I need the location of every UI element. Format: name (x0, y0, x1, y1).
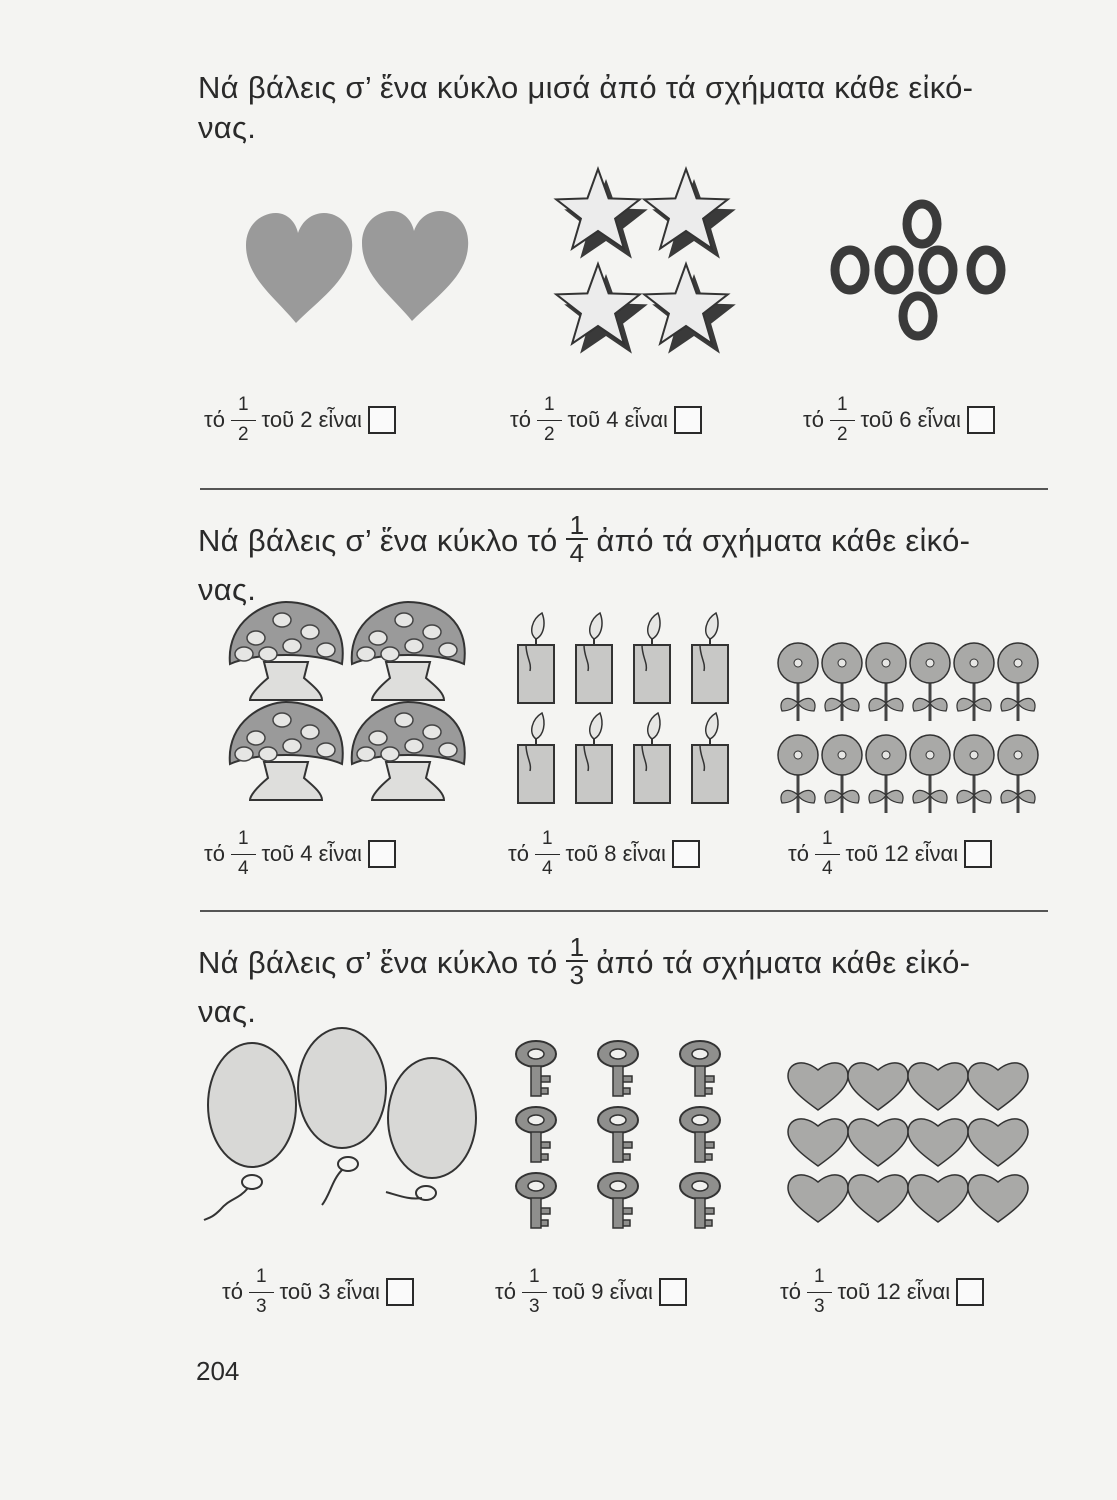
answer-box[interactable] (672, 840, 700, 868)
key-icon (598, 1041, 638, 1096)
ring-icon (903, 296, 933, 336)
mushroom-icon (352, 602, 465, 700)
fraction: $\frac{1}{3}$ (807, 1266, 832, 1318)
ring-icon (879, 250, 909, 290)
answer-box[interactable] (674, 406, 702, 434)
instruction-2-text: Νά βάλεις σ’ ἕνα κύκλο τό (198, 523, 558, 559)
page-number: 204 (196, 1356, 240, 1386)
ring-icon (835, 250, 865, 290)
answer-box[interactable] (659, 1278, 687, 1306)
candle-icon (634, 613, 670, 703)
flower-icon (822, 643, 862, 721)
heart-icon (908, 1063, 968, 1110)
question-prefix: τό (510, 407, 531, 432)
key-icon (516, 1173, 556, 1228)
question-prefix: τό (780, 1279, 801, 1304)
heart-icon (362, 211, 468, 321)
question-text: τοῦ 12 εἶναι (845, 841, 959, 866)
question-text: τοῦ 6 εἶναι (860, 407, 961, 432)
candle-icon (692, 713, 728, 803)
balloon-icon (208, 1043, 296, 1167)
key-icon (598, 1173, 638, 1228)
stars-group-4 (558, 168, 738, 363)
question-text: τοῦ 3 εἶναι (279, 1279, 380, 1304)
question-prefix: τό (508, 841, 529, 866)
heart-icon (968, 1119, 1028, 1166)
answer-box[interactable] (386, 1278, 414, 1306)
question-text: τοῦ 2 εἶναι (261, 407, 362, 432)
question-2-3 (788, 828, 992, 880)
question-text: τοῦ 4 εἶναι (261, 841, 362, 866)
question-3-3 (780, 1266, 984, 1318)
flowers-group-12 (772, 635, 1042, 805)
fraction: $\frac{1}{3}$ (522, 1266, 547, 1318)
flower-icon (778, 735, 818, 813)
divider (200, 488, 1048, 490)
question-prefix: τό (204, 407, 225, 432)
flower-icon (954, 735, 994, 813)
star-icon (644, 169, 736, 259)
question-2-1 (204, 828, 396, 880)
hearts-group-2 (240, 205, 470, 330)
heart-icon (848, 1063, 908, 1110)
answer-box[interactable] (956, 1278, 984, 1306)
candle-icon (576, 713, 612, 803)
heart-icon (848, 1175, 908, 1222)
flower-icon (778, 643, 818, 721)
question-3-2 (495, 1266, 687, 1318)
balloons-group-3 (200, 1030, 490, 1230)
divider (200, 910, 1048, 912)
question-prefix: τό (222, 1279, 243, 1304)
question-prefix: τό (803, 407, 824, 432)
flower-icon (910, 643, 950, 721)
question-prefix: τό (495, 1279, 516, 1304)
question-prefix: τό (204, 841, 225, 866)
balloon-icon (298, 1028, 386, 1148)
heart-icon (788, 1175, 848, 1222)
key-icon (680, 1041, 720, 1096)
instruction-3-text-end: ἀπό τά σχήματα κάθε εἰκό- (596, 945, 971, 981)
fraction: $\frac{1}{2}$ (537, 394, 562, 446)
question-prefix: τό (788, 841, 809, 866)
heart-icon (908, 1119, 968, 1166)
hearts-group-12 (786, 1050, 1036, 1225)
answer-box[interactable] (368, 406, 396, 434)
candle-icon (518, 713, 554, 803)
instruction-fraction: $\frac{1}{3}$ (566, 934, 589, 988)
instruction-2-line2: νας. (198, 572, 257, 607)
answer-box[interactable] (964, 840, 992, 868)
flower-icon (866, 643, 906, 721)
candle-icon (518, 613, 554, 703)
answer-box[interactable] (368, 840, 396, 868)
key-icon (516, 1107, 556, 1162)
question-1-3 (803, 394, 995, 446)
key-icon (680, 1107, 720, 1162)
heart-icon (968, 1175, 1028, 1222)
fraction: $\frac{1}{4}$ (815, 828, 840, 880)
flower-icon (998, 735, 1038, 813)
instruction-3-text: Νά βάλεις σ’ ἕνα κύκλο τό (198, 945, 558, 981)
key-icon (598, 1107, 638, 1162)
fraction: $\frac{1}{3}$ (249, 1266, 274, 1318)
question-1-2 (510, 394, 702, 446)
question-text: τοῦ 9 εἶναι (552, 1279, 653, 1304)
heart-icon (848, 1119, 908, 1166)
question-text: τοῦ 12 εἶναι (837, 1279, 951, 1304)
fraction: $\frac{1}{2}$ (830, 394, 855, 446)
candle-icon (576, 613, 612, 703)
question-text: τοῦ 8 εἶναι (565, 841, 666, 866)
candles-group-8 (508, 615, 748, 805)
heart-icon (908, 1175, 968, 1222)
question-2-2 (508, 828, 700, 880)
instruction-3 (198, 932, 1058, 1032)
flower-icon (822, 735, 862, 813)
mushroom-icon (352, 702, 465, 800)
question-3-1 (222, 1266, 414, 1318)
key-icon (680, 1173, 720, 1228)
heart-icon (968, 1063, 1028, 1110)
star-icon (644, 264, 736, 354)
balloon-icon (388, 1058, 476, 1178)
flower-icon (866, 735, 906, 813)
ring-icon (923, 250, 953, 290)
answer-box[interactable] (967, 406, 995, 434)
instruction-2-text-end: ἀπό τά σχήματα κάθε εἰκό- (596, 523, 971, 559)
heart-icon (788, 1119, 848, 1166)
instruction-2 (198, 510, 1058, 610)
rings-group-6 (822, 198, 1032, 348)
key-icon (516, 1041, 556, 1096)
flower-icon (910, 735, 950, 813)
mushroom-icon (230, 602, 343, 700)
star-icon (556, 169, 648, 259)
instruction-1-text: Νά βάλεις σ’ ἕνα κύκλο μισά ἀπό τά σχήματα κάθε εἰκό- (198, 70, 974, 105)
heart-icon (788, 1063, 848, 1110)
fraction: $\frac{1}{4}$ (231, 828, 256, 880)
instruction-3-line2: νας. (198, 994, 257, 1029)
keys-group-9 (512, 1032, 732, 1232)
flower-icon (954, 643, 994, 721)
flower-icon (998, 643, 1038, 721)
question-text: τοῦ 4 εἶναι (567, 407, 668, 432)
fraction: $\frac{1}{2}$ (231, 394, 256, 446)
star-icon (556, 264, 648, 354)
mushrooms-group-4 (228, 600, 468, 805)
question-1-1 (204, 394, 396, 446)
candle-icon (692, 613, 728, 703)
instruction-fraction: $\frac{1}{4}$ (566, 512, 589, 566)
ring-icon (971, 250, 1001, 290)
instruction-1 (198, 68, 1058, 148)
ring-icon (907, 204, 937, 244)
heart-icon (246, 213, 352, 323)
candle-icon (634, 713, 670, 803)
fraction: $\frac{1}{4}$ (535, 828, 560, 880)
instruction-1-line2: νας. (198, 110, 257, 145)
mushroom-icon (230, 702, 343, 800)
